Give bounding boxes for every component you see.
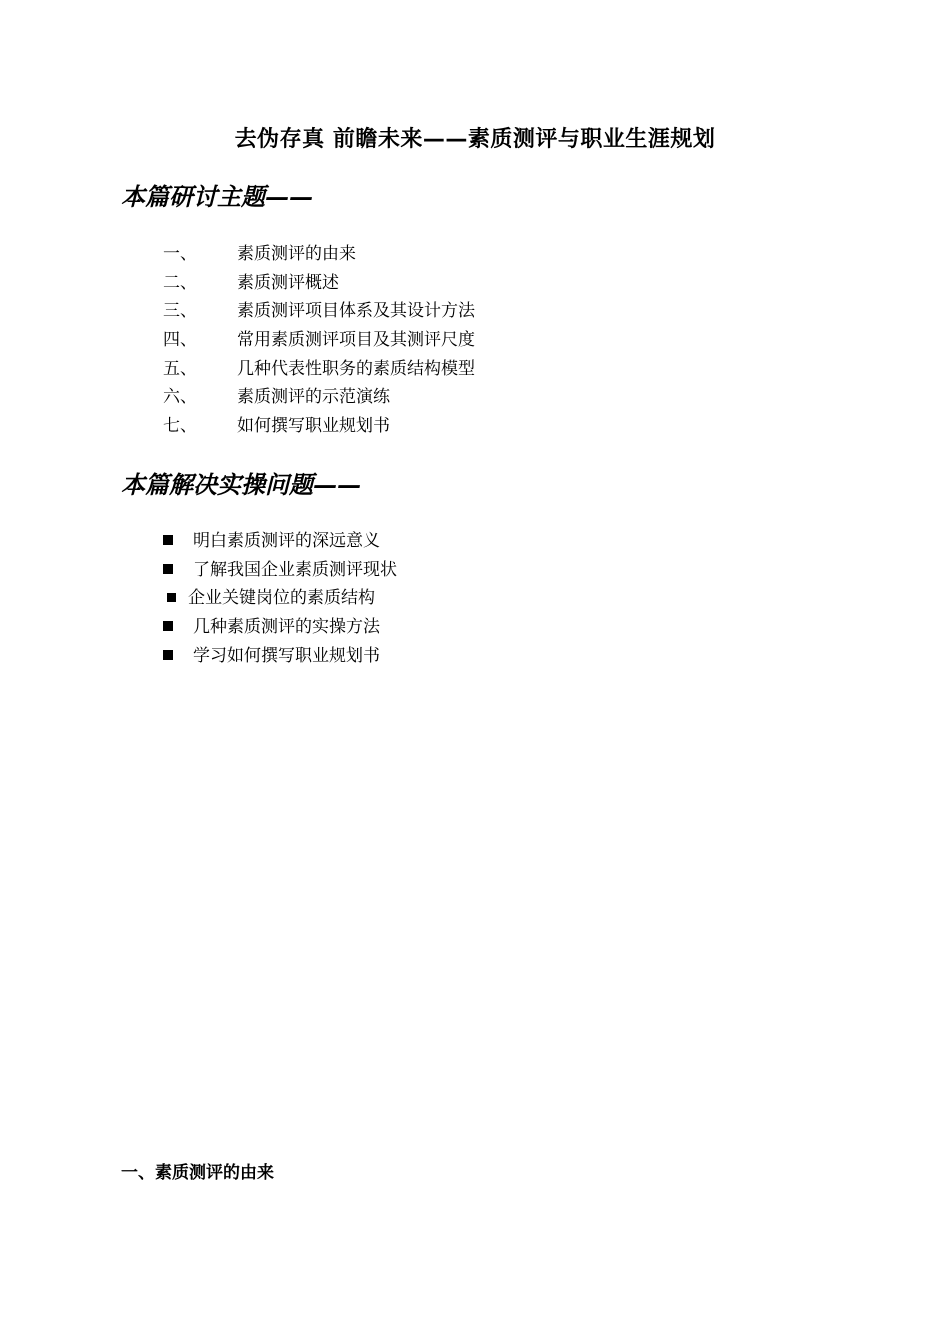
problem-text: 学习如何撰写职业规划书 (193, 645, 380, 666)
topics-heading: 本篇研讨主题—— (121, 182, 313, 211)
topic-text: 常用素质测评项目及其测评尺度 (237, 330, 475, 351)
topic-list (163, 240, 475, 441)
topic-text: 如何撰写职业规划书 (237, 416, 390, 437)
topic-text: 素质测评的由来 (237, 244, 356, 264)
topic-number: 六、 (163, 387, 197, 408)
list-item (163, 383, 475, 412)
list-item (163, 642, 397, 671)
topic-number: 七、 (163, 416, 197, 437)
list-item (163, 326, 475, 355)
list-item (163, 355, 475, 384)
square-bullet-icon (163, 650, 173, 660)
topic-text: 几种代表性职务的素质结构模型 (237, 358, 475, 379)
square-bullet-icon (163, 621, 173, 631)
list-item (163, 412, 475, 441)
square-bullet-icon (163, 564, 173, 574)
list-item (163, 240, 475, 269)
topic-number: 四、 (163, 330, 197, 351)
section-one-heading: 一、素质测评的由来 (121, 1163, 274, 1183)
problem-text: 几种素质测评的实操方法 (193, 617, 380, 638)
square-bullet-icon (163, 535, 173, 545)
list-item (163, 584, 397, 613)
topic-text: 素质测评项目体系及其设计方法 (237, 301, 475, 322)
list-item (163, 613, 397, 642)
topic-number: 二、 (163, 272, 197, 293)
topic-number: 一、 (163, 244, 197, 264)
problems-heading: 本篇解决实操问题—— (121, 470, 361, 499)
problem-text: 企业关键岗位的素质结构 (188, 588, 375, 609)
document-title: 去伪存真 前瞻未来——素质测评与职业生涯规划 (234, 127, 716, 152)
problem-text: 明白素质测评的深远意义 (193, 531, 380, 551)
topic-number: 三、 (163, 301, 197, 322)
problem-text: 了解我国企业素质测评现状 (193, 559, 397, 580)
topic-text: 素质测评概述 (237, 272, 339, 293)
topic-number: 五、 (163, 358, 197, 379)
problem-list (163, 527, 397, 670)
square-bullet-icon (167, 593, 176, 602)
list-item (163, 556, 397, 585)
list-item (163, 269, 475, 298)
list-item (163, 297, 475, 326)
topic-text: 素质测评的示范演练 (237, 387, 390, 408)
list-item (163, 527, 397, 556)
